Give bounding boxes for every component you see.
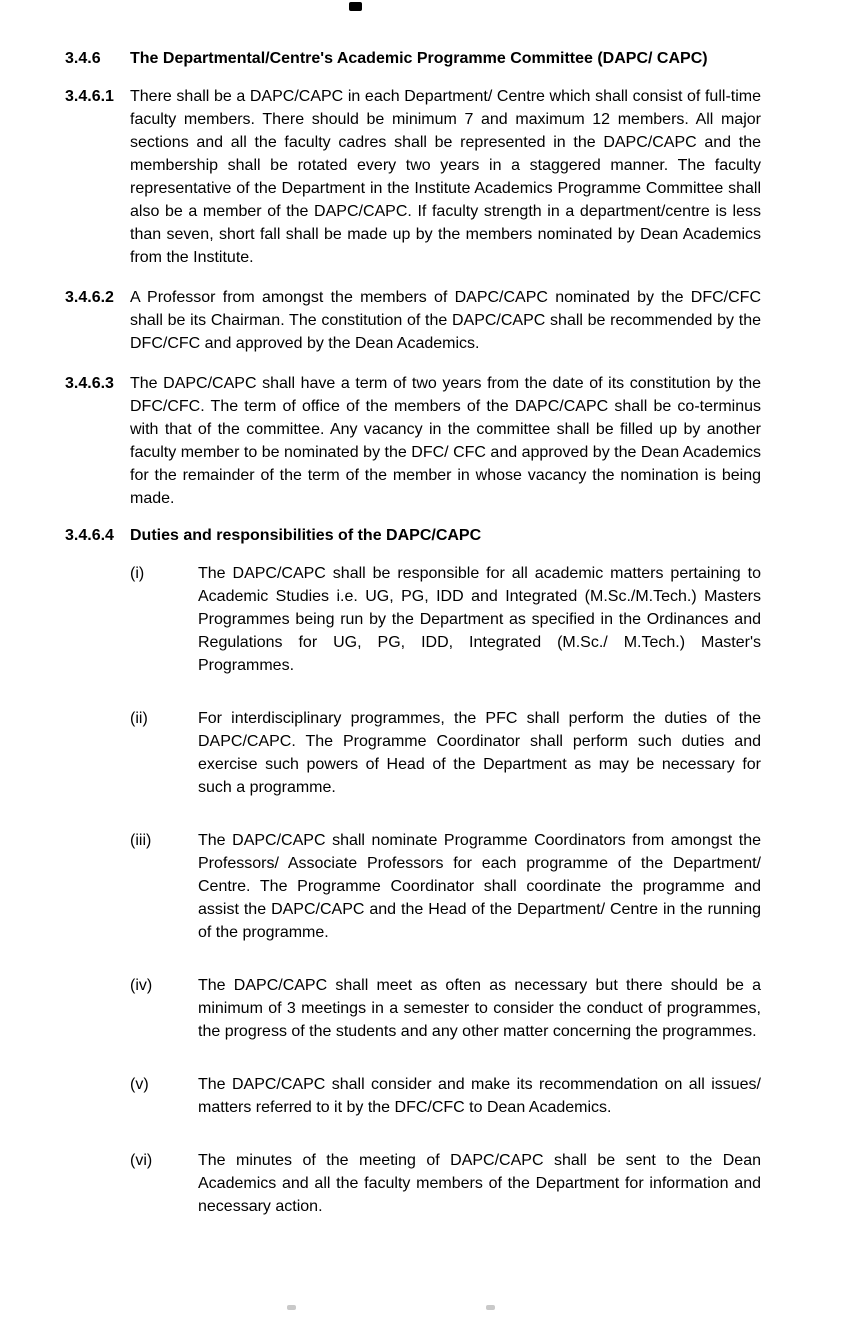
subsection-title: Duties and responsibilities of the DAPC/CAPC: [130, 527, 482, 544]
clause-number: 3.4.6.2: [65, 289, 114, 306]
clause-text: The DAPC/CAPC shall have a term of two years from the date of its constitution by the DFC/CFC. The term of office of the members of the DAPC/CAPC shall be co-terminus with that of the committee. Any vacancy in the committee shall be filled up by another faculty member to be nominated by the DFC/ CFC and approved by the Dean Academics for the remainder of the term of the member in whose vacancy the nomination is being made.: [130, 375, 761, 507]
clause-text: There shall be a DAPC/CAPC in each Department/ Centre which shall consist of full-time faculty members. There should be minimum 7 and maximum 12 members. All major sections and all the faculty cadres shall be represented in the DAPC/CAPC and the membership shall be rotated every two years in a staggered manner. The faculty representative of the Department in the Institute Academics Programme Committee shall also be a member of the DAPC/CAPC. If faculty strength in a department/centre is less than seven, short fall shall be made up by the members nominated by Dean Academics from the Institute.: [130, 88, 761, 266]
document-content: [65, 47, 761, 1218]
duty-marker: (iv): [130, 977, 153, 994]
page-bottom-edge-artifact: [287, 1305, 296, 1310]
duty-text: The DAPC/CAPC shall meet as often as necessary but there should be a minimum of 3 meetings in a semester to consider the conduct of programmes, the progress of the students and any other matter concerning the programmes.: [198, 977, 761, 1040]
subsection-heading-3-4-6-4: [65, 524, 761, 547]
duty-text: The DAPC/CAPC shall be responsible for all academic matters pertaining to Academic Studies i.e. UG, PG, IDD and Integrated (M.Sc./M.Tech.) Masters Programmes being run by the Department as specified in the Ordinances and Regulations for UG, PG, IDD, Integrated (M.Sc./ M.Tech.) Master's Programmes.: [198, 565, 761, 674]
duty-item-ii: [130, 707, 761, 799]
duty-marker: (v): [130, 1076, 149, 1093]
clause-text: A Professor from amongst the members of DAPC/CAPC nominated by the DFC/CFC shall be its Chairman. The constitution of the DAPC/CAPC shall be recommended by the DFC/CFC and approved by the Dean Academics.: [130, 289, 761, 352]
clause-3-4-6-1: [65, 85, 761, 269]
duty-item-i: [130, 562, 761, 677]
duty-marker: (i): [130, 565, 145, 582]
duty-item-vi: [130, 1149, 761, 1218]
section-heading-3-4-6: [65, 47, 761, 70]
section-number: 3.4.6: [65, 50, 101, 67]
duty-marker: (ii): [130, 710, 148, 727]
duty-marker: (iii): [130, 832, 152, 849]
duty-text: The minutes of the meeting of DAPC/CAPC shall be sent to the Dean Academics and all the faculty members of the Department for information and necessary action.: [198, 1152, 761, 1215]
duty-item-v: [130, 1073, 761, 1119]
duty-marker: (vi): [130, 1152, 153, 1169]
duty-text: The DAPC/CAPC shall nominate Programme Coordinators from amongst the Professors/ Associate Professors for each programme of the Department/ Centre. The Programme Coordinator shall coordinate the programme and assist the DAPC/CAPC and the Head of the Department/ Centre in the running of the programme.: [198, 832, 761, 941]
clause-3-4-6-3: [65, 372, 761, 510]
duty-text: The DAPC/CAPC shall consider and make its recommendation on all issues/ matters referred to it by the DFC/CFC to Dean Academics.: [198, 1076, 761, 1116]
duty-text: For interdisciplinary programmes, the PFC shall perform the duties of the DAPC/CAPC. The Programme Coordinator shall perform such duties and exercise such powers of Head of the Department as may be necessary for such a programme.: [198, 710, 761, 796]
clause-3-4-6-2: [65, 286, 761, 355]
duty-item-iv: [130, 974, 761, 1043]
subsection-number: 3.4.6.4: [65, 527, 114, 544]
page-top-edge-artifact: [349, 2, 362, 11]
clause-number: 3.4.6.1: [65, 88, 114, 105]
duty-item-iii: [130, 829, 761, 944]
clause-number: 3.4.6.3: [65, 375, 114, 392]
section-title: The Departmental/Centre's Academic Programme Committee (DAPC/ CAPC): [130, 50, 708, 67]
page-bottom-edge-artifact: [486, 1305, 495, 1310]
